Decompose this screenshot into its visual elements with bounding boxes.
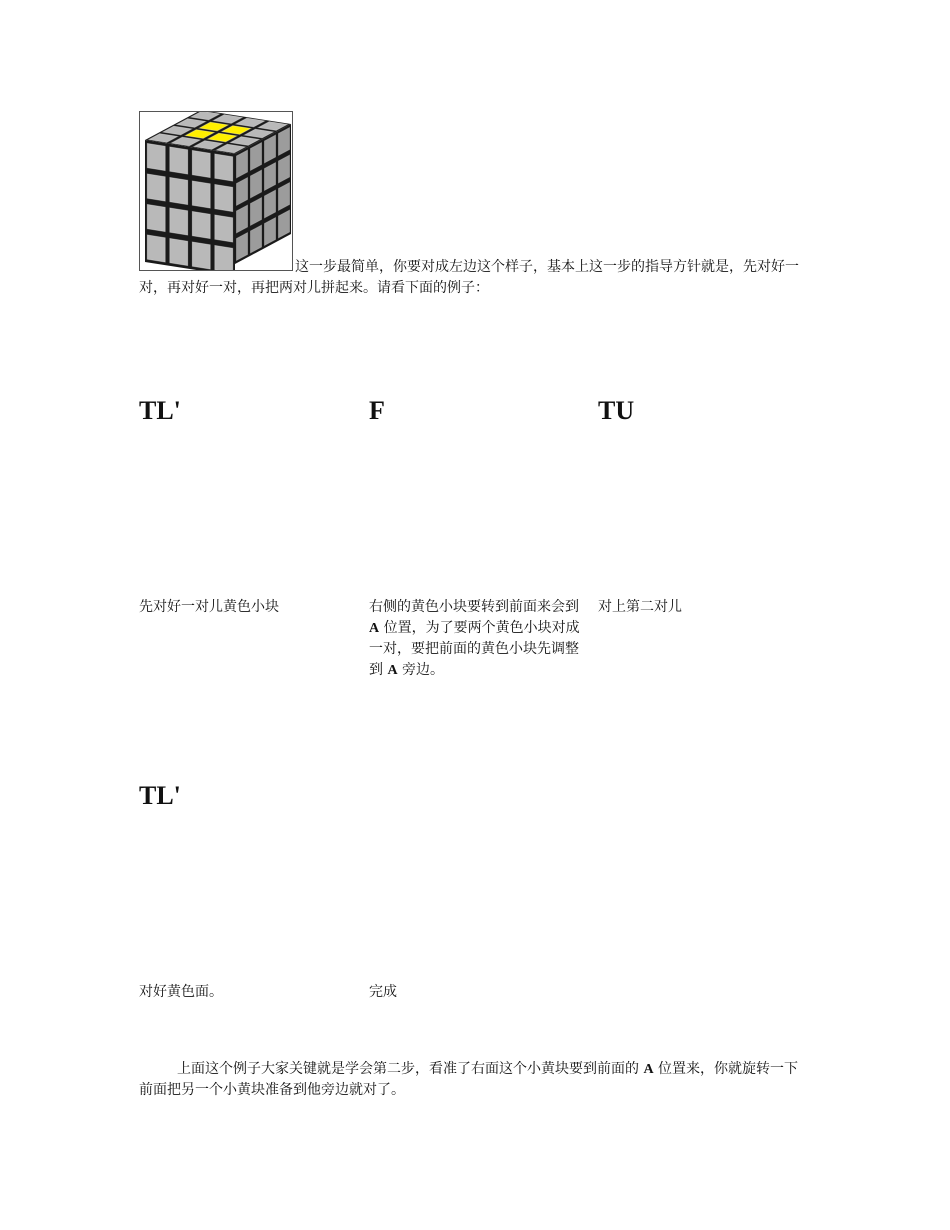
intro-paragraph: 这一步最简单，你要对成左边这个样子，基本上这一步的指导方针就是，先对好一对，再对好一对，再把两对儿拼起来。请看下面的例子：	[139, 259, 799, 296]
step4-description: 对好黄色面。	[139, 984, 223, 1000]
summary-paragraph	[139, 1059, 811, 1101]
front-sticker	[192, 150, 210, 177]
step2-description	[369, 597, 585, 681]
step2-desc-part3: 旁边。	[397, 662, 445, 678]
front-sticker	[147, 174, 165, 201]
front-sticker	[215, 184, 233, 211]
front-sticker	[192, 181, 210, 208]
front-sticker	[147, 143, 165, 170]
summary-part1: 上面这个例子大家关键就是学会第二步，看准了右面这个小黄块要到前面的	[177, 1061, 644, 1077]
front-sticker	[170, 177, 188, 204]
step3-description: 对上第二对儿	[598, 599, 682, 615]
move-label-step2: F	[369, 396, 385, 425]
front-sticker	[170, 208, 188, 235]
step1-description: 先对好一对儿黄色小块	[139, 599, 279, 615]
front-sticker	[170, 147, 188, 174]
front-sticker	[192, 211, 210, 238]
step2-desc-part2: 位置，为了要两个黄色小块对成一对，要把前面的黄色小块先调整 到	[369, 620, 580, 678]
rubiks-cube-image	[139, 111, 293, 271]
front-sticker	[147, 204, 165, 231]
front-sticker	[215, 154, 233, 181]
position-a-label: A	[387, 663, 398, 678]
rubiks-cube-4x4-icon	[140, 112, 292, 270]
move-label-step1: TL'	[139, 396, 181, 425]
move-label-step4: TL'	[139, 781, 181, 810]
step2-desc-part1: 右侧的黄色小块要转到前面来会到	[369, 599, 579, 615]
summary-part2: 位置来，你就旋转一下前面把另一个小黄块准备到他旁边就对了。	[139, 1061, 799, 1098]
step5-description: 完成	[369, 984, 397, 1000]
position-a-label: A	[643, 1062, 654, 1077]
position-a-label: A	[369, 621, 380, 636]
front-sticker	[215, 215, 233, 242]
move-label-step3: TU	[598, 396, 635, 425]
